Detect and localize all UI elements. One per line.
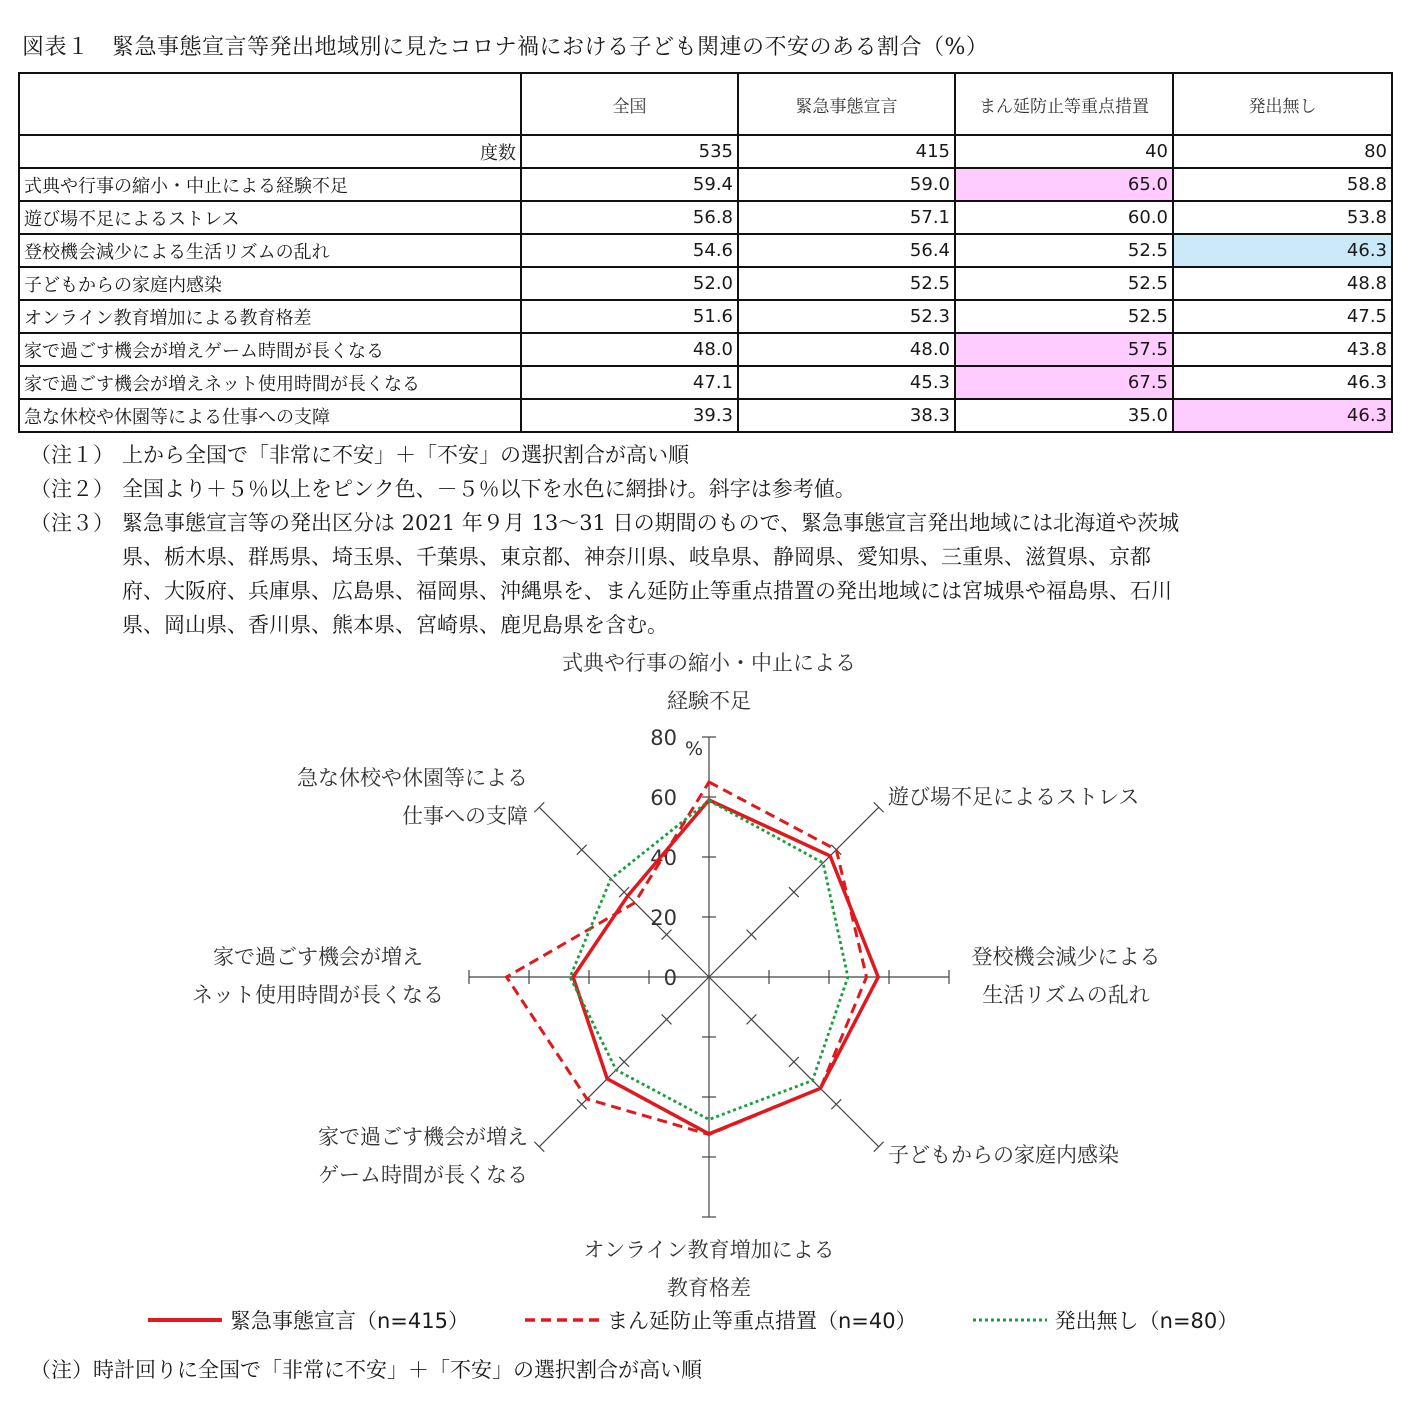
value-cell: 52.5 — [955, 267, 1173, 300]
value-cell: 43.8 — [1173, 333, 1392, 366]
legend-item-priority-measures — [525, 1305, 917, 1335]
radar-tick-label: 80 — [650, 726, 677, 750]
row-label: 子どもからの家庭内感染 — [19, 267, 521, 300]
column-header: 発出無し — [1173, 73, 1392, 135]
table-row — [19, 399, 1392, 432]
value-cell: 58.8 — [1173, 168, 1392, 201]
row-label: オンライン教育増加による教育格差 — [19, 300, 521, 333]
legend-label: 緊急事態宣言（n=415） — [230, 1309, 469, 1333]
radar-axis-label: 式典や行事の縮小・中止による — [562, 651, 856, 675]
chart-footnote: （注）時計回りに全国で「非常に不安」＋「不安」の選択割合が高い順 — [30, 1358, 702, 1382]
value-cell: 52.5 — [955, 234, 1173, 267]
chart-legend — [148, 1305, 1294, 1335]
row-label: 登校機会減少による生活リズムの乱れ — [19, 234, 521, 267]
value-cell: 46.3 — [1173, 366, 1392, 399]
count-label: 度数 — [19, 135, 521, 168]
row-label: 家で過ごす機会が増えゲーム時間が長くなる — [19, 333, 521, 366]
count-row — [19, 135, 1392, 168]
radar-tick-label: 0 — [663, 966, 677, 990]
table-row — [19, 300, 1392, 333]
count-cell: 535 — [521, 135, 738, 168]
column-header: 全国 — [521, 73, 738, 135]
legend-label: まん延防止等重点措置（n=40） — [607, 1309, 917, 1333]
table-row — [19, 366, 1392, 399]
value-cell: 59.4 — [521, 168, 738, 201]
radar-axis-label: 教育格差 — [667, 1276, 751, 1300]
radar-axis-label: ネット使用時間が長くなる — [192, 983, 444, 1007]
radar-axis-label: ゲーム時間が長くなる — [318, 1163, 528, 1187]
row-label: 急な休校や休園等による仕事への支障 — [19, 399, 521, 432]
note-text: 県、岡山県、香川県、熊本県、宮崎県、鹿児島県を含む。 — [122, 613, 668, 637]
table-row — [19, 267, 1392, 300]
radar-axis-label: 子どもからの家庭内感染 — [888, 1143, 1119, 1167]
radar-series-1 — [573, 800, 878, 1134]
radar-axis-label: 仕事への支障 — [402, 804, 528, 828]
value-cell: 67.5 — [955, 366, 1173, 399]
legend-item-emergency — [148, 1305, 469, 1335]
value-cell: 35.0 — [955, 399, 1173, 432]
note-text: 上から全国で「非常に不安」＋「不安」の選択割合が高い順 — [122, 443, 689, 467]
value-cell: 48.8 — [1173, 267, 1392, 300]
table-row — [19, 333, 1392, 366]
radar-axis-label: 生活リズムの乱れ — [982, 983, 1150, 1007]
value-cell: 65.0 — [955, 168, 1173, 201]
table-notes — [30, 438, 1384, 642]
value-cell: 56.8 — [521, 201, 738, 234]
radar-tick-label: 40 — [650, 846, 677, 870]
legend-swatch-solid — [148, 1315, 222, 1325]
count-cell: 80 — [1173, 135, 1392, 168]
row-label: 家で過ごす機会が増えネット使用時間が長くなる — [19, 366, 521, 399]
note-1 — [30, 438, 1384, 472]
legend-label: 発出無し（n=80） — [1054, 1309, 1239, 1333]
legend-swatch-dashed — [525, 1315, 599, 1325]
value-cell: 48.0 — [521, 333, 738, 366]
radar-unit-label: % — [684, 738, 703, 760]
radar-axis-label: 登校機会減少による — [971, 945, 1161, 969]
value-cell: 59.0 — [738, 168, 955, 201]
note-tag: （注１） — [30, 443, 114, 467]
note-tag: （注３） — [30, 511, 114, 535]
value-cell: 57.5 — [955, 333, 1173, 366]
note-3 — [30, 506, 1384, 642]
radar-axis-label: 家で過ごす機会が増え — [318, 1125, 528, 1149]
row-label: 遊び場不足によるストレス — [19, 201, 521, 234]
value-cell: 52.3 — [738, 300, 955, 333]
value-cell: 56.4 — [738, 234, 955, 267]
value-cell: 54.6 — [521, 234, 738, 267]
value-cell: 48.0 — [738, 333, 955, 366]
column-header: まん延防止等重点措置 — [955, 73, 1173, 135]
count-cell: 40 — [955, 135, 1173, 168]
value-cell: 53.8 — [1173, 201, 1392, 234]
value-cell: 52.5 — [955, 300, 1173, 333]
value-cell: 52.0 — [521, 267, 738, 300]
value-cell: 52.5 — [738, 267, 955, 300]
note-text: 全国より＋５％以上をピンク色、－５％以下を水色に網掛け。斜字は参考値。 — [122, 477, 856, 501]
data-table — [18, 72, 1393, 433]
value-cell: 47.1 — [521, 366, 738, 399]
value-cell: 38.3 — [738, 399, 955, 432]
radar-axis-label: 遊び場不足によるストレス — [888, 785, 1140, 809]
radar-tick-label: 20 — [650, 906, 677, 930]
value-cell: 46.3 — [1173, 234, 1392, 267]
value-cell: 46.3 — [1173, 399, 1392, 432]
radar-axis-label: オンライン教育増加による — [583, 1238, 835, 1262]
table-row — [19, 168, 1392, 201]
figure-title: 図表１ 緊急事態宣言等発出地域別に見たコロナ禍における子ども関連の不安のある割合（%） — [22, 35, 989, 60]
note-2 — [30, 472, 1384, 506]
value-cell: 45.3 — [738, 366, 955, 399]
table-row — [19, 201, 1392, 234]
radar-axis-label: 経験不足 — [667, 689, 751, 713]
radar-axis-label: 家で過ごす機会が増え — [213, 945, 423, 969]
legend-item-none — [973, 1305, 1239, 1335]
table-header-row — [19, 73, 1392, 135]
value-cell: 51.6 — [521, 300, 738, 333]
radar-chart — [0, 640, 1408, 1300]
value-cell: 47.5 — [1173, 300, 1392, 333]
table-row — [19, 234, 1392, 267]
note-tag: （注２） — [30, 477, 114, 501]
note-text: 緊急事態宣言等の発出区分は 2021 年９月 13～31 日の期間のもので、緊急事態宣言発出地域には北海道や茨城 — [122, 511, 1180, 535]
column-header: 緊急事態宣言 — [738, 73, 955, 135]
note-text: 県、栃木県、群馬県、埼玉県、千葉県、東京都、神奈川県、岐阜県、静岡県、愛知県、三重県、滋賀県、京都 — [122, 545, 1151, 569]
table-corner-cell — [19, 73, 521, 135]
value-cell: 60.0 — [955, 201, 1173, 234]
count-cell: 415 — [738, 135, 955, 168]
radar-axis-label: 急な休校や休園等による — [297, 766, 528, 790]
value-cell: 57.1 — [738, 201, 955, 234]
value-cell: 39.3 — [521, 399, 738, 432]
row-label: 式典や行事の縮小・中止による経験不足 — [19, 168, 521, 201]
radar-tick-label: 60 — [650, 786, 677, 810]
legend-swatch-dotted — [973, 1315, 1047, 1325]
note-text: 府、大阪府、兵庫県、広島県、福岡県、沖縄県を、まん延防止等重点措置の発出地域には宮城県や福島県、石川 — [122, 579, 1172, 603]
